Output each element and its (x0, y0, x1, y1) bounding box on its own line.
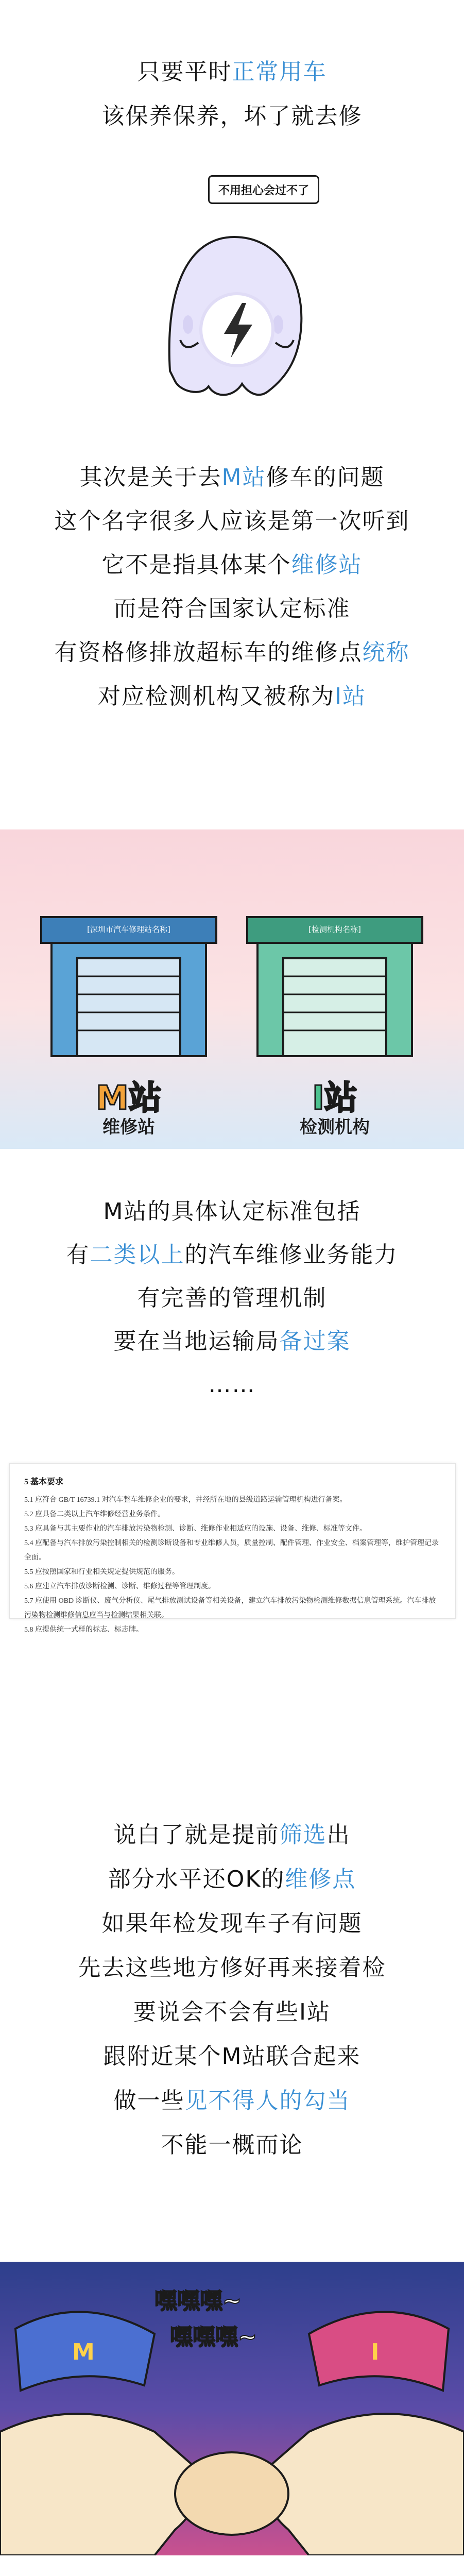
document-paragraph: 5.5 应按照国家和行业相关规定提供规范的服务。 (24, 1568, 179, 1576)
section3-line-7: 做一些见不得人的勾当 (113, 2088, 351, 2114)
intro-text (0, 61, 464, 128)
standard-document (9, 1463, 456, 1634)
section1-line-6: 对应检测机构又被称为I站 (98, 683, 366, 709)
conspiracy-illustration (0, 2262, 464, 2555)
section3-line-1: 说白了就是提前筛选出 (113, 1822, 351, 1848)
section3-line-8: 不能一概而论 (161, 2132, 303, 2158)
m-character-letter: M (72, 2339, 95, 2365)
section3-line-2: 部分水平还OK的维修点 (108, 1866, 356, 1892)
section1-line-4: 而是符合国家认定标准 (113, 596, 351, 622)
m-character-hand-icon (0, 2312, 198, 2555)
section2-line-4: 要在当地运输局备过案 (113, 1328, 351, 1354)
section3-line-3: 如果年检发现车子有问题 (101, 1910, 363, 1937)
document-paragraph: 5.6 应建立汽车排放诊断检测、诊断、维修过程等管理制度。 (24, 1583, 215, 1590)
m-station-sublabel: 维修站 (102, 1117, 155, 1138)
ghost-mascot-icon (0, 170, 464, 407)
m-station-sign: [深圳市汽车修理站名称] (87, 925, 170, 934)
document-paragraph: 5.4 应配备与汽车排放污染控制相关的检测诊断设备和专业维修人员，质量控制、配件管理、作业安全、档案管理等，维护管理记录全面。 (24, 1539, 439, 1562)
section1-line-2: 这个名字很多人应该是第一次听到 (54, 508, 410, 534)
section1-line-3: 它不是指具体某个维修站 (101, 552, 363, 578)
section3-line-5: 要说会不会有些I站 (133, 1999, 331, 2025)
section3-text (0, 1824, 464, 2157)
document-paragraph: 5.7 应使用 OBD 诊断仪、废气分析仪、尾气排放测试设备等相关设备，建立汽车排放污染物检测维修数据信息管理系统。汽车排放污染物检测维修信息应当与检测结果相关联。 (24, 1597, 436, 1619)
i-station-building-icon (247, 917, 422, 1056)
section1-line-5: 有资格修排放超标车的维修点统称 (54, 639, 410, 666)
i-station-label: I站 (312, 1079, 357, 1117)
i-station-sublabel: 检测机构 (300, 1117, 370, 1138)
intro-line-1: 只要平时正常用车 (137, 59, 327, 85)
document-paragraph: 5.1 应符合 GB/T 16739.1 对汽车整车维修企业的要求，并经所在地的县级道路运输管理机构进行备案。 (24, 1496, 347, 1504)
section2-line-5: …… (208, 1371, 256, 1398)
i-character-letter: I (371, 2339, 380, 2365)
section1-line-1: 其次是关于去M站修车的问题 (79, 464, 385, 490)
document-paragraph: 5.8 应提供统一式样的标志、标志牌。 (24, 1626, 143, 1634)
section3-line-6: 跟附近某个M站联合起来 (103, 2043, 361, 2070)
section1-text (0, 466, 464, 708)
section2-line-1: M站的具体认定标准包括 (103, 1198, 361, 1225)
m-station-building-icon (41, 917, 216, 1056)
section2-line-3: 有完善的管理机制 (137, 1285, 327, 1311)
i-station-sign: [检测机构名称] (308, 925, 361, 934)
laugh-text-1: 嘿嘿嘿~ (154, 2288, 242, 2314)
section2-line-2: 有二类以上的汽车维修业务能力 (66, 1242, 398, 1268)
document-title: 5 基本要求 (24, 1478, 64, 1486)
document-paragraph: 5.3 应具备与其主要作业的汽车排放污染物检测、诊断、维修作业相适应的设施、设备、维修、标准等文件。 (24, 1525, 367, 1533)
m-station-label: M站 (96, 1079, 162, 1117)
mascot-illustration (0, 170, 464, 407)
section3-line-4: 先去这些地方修好再来接着检 (78, 1955, 386, 1981)
stations-illustration (0, 829, 464, 1149)
laugh-text-2: 嘿嘿嘿~ (170, 2324, 257, 2350)
speech-bubble: 不用担心会过不了 (208, 175, 319, 204)
intro-line-2: 该保养保养，坏了就去修 (101, 103, 363, 129)
section2-text (0, 1200, 464, 1396)
i-character-hand-icon (265, 2312, 464, 2555)
document-paragraph: 5.2 应具备二类以上汽车维修经营业务条件。 (24, 1511, 165, 1518)
